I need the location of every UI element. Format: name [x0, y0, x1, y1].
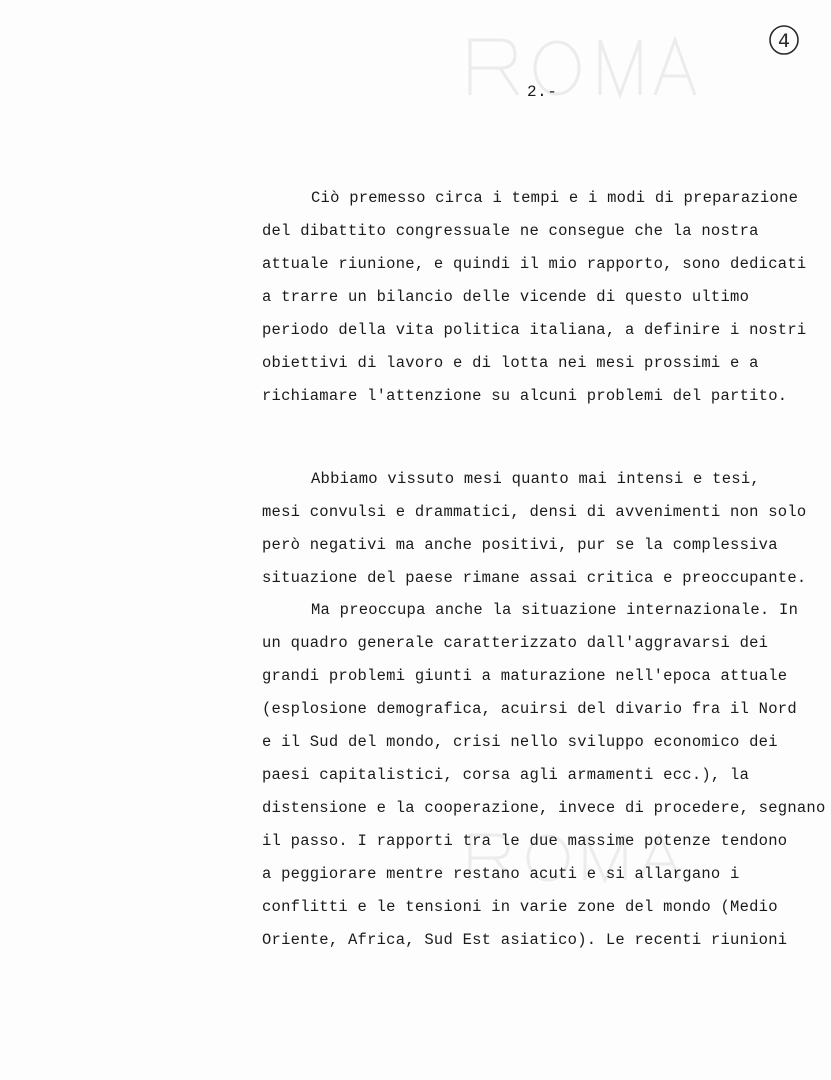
text-line: grandi problemi giunti a maturazione nell'epoca attuale [262, 667, 788, 685]
text-line: Ciò premesso circa i tempi e i modi di preparazione [311, 189, 799, 207]
text-line: obiettivi di lavoro e di lotta nei mesi prossimi e a [262, 354, 759, 372]
text-line: richiamare l'attenzione su alcuni problemi del partito. [262, 387, 788, 405]
text-line: Oriente, Africa, Sud Est asiatico). Le recenti riunioni [262, 931, 788, 949]
text-line: distensione e la cooperazione, invece di procedere, segnano [262, 799, 826, 817]
text-line: a trarre un bilancio delle vicende di questo ultimo [262, 288, 750, 306]
text-line: (esplosione demografica, acuirsi del divario fra il Nord [262, 700, 797, 718]
circled-page-marker [766, 22, 802, 58]
text-line: il passo. I rapporti tra le due massime potenze tendono [262, 832, 788, 850]
text-line: Abbiamo vissuto mesi quanto mai intensi e tesi, [311, 470, 760, 488]
text-line: attuale riunione, e quindi il mio rapporto, sono dedicati [262, 255, 807, 273]
text-line: situazione del paese rimane assai critica e preoccupante. [262, 569, 807, 587]
page-marker-text: 4 [777, 30, 791, 52]
page-number: 2.- [527, 83, 558, 101]
text-line: periodo della vita politica italiana, a definire i nostri [262, 321, 807, 339]
text-line: un quadro generale caratterizzato dall'aggravarsi dei [262, 634, 769, 652]
text-line: mesi convulsi e drammatici, densi di avvenimenti non solo [262, 503, 807, 521]
text-line: Ma preoccupa anche la situazione internazionale. In [311, 601, 799, 619]
text-line: paesi capitalistici, corsa agli armamenti ecc.), la [262, 766, 750, 784]
text-line: però negativi ma anche positivi, pur se la complessiva [262, 536, 778, 554]
text-line: conflitti e le tensioni in varie zone del mondo (Medio [262, 898, 778, 916]
text-line: a peggiorare mentre restano acuti e si allargano i [262, 865, 740, 883]
text-line: e il Sud del mondo, crisi nello sviluppo economico dei [262, 733, 778, 751]
text-line: del dibattito congressuale ne consegue che la nostra [262, 222, 759, 240]
